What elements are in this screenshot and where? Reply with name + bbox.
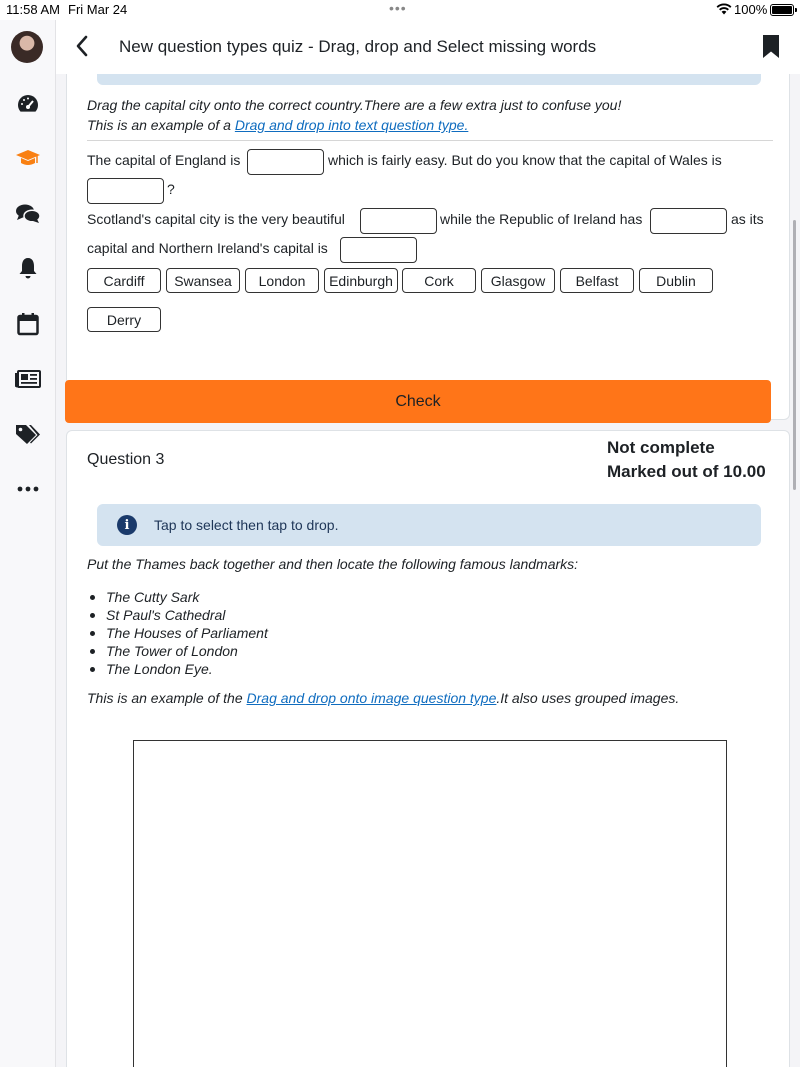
- question-text-6: as its: [731, 211, 764, 227]
- page-header: [56, 20, 800, 74]
- question-3-title: Question 3: [87, 451, 165, 468]
- example-suffix: .It also uses grouped images.: [496, 690, 680, 706]
- drag-drop-text-link[interactable]: Drag and drop into text question type.: [234, 117, 469, 133]
- drop-zone-ireland[interactable]: [650, 208, 727, 234]
- quiz-content: [56, 74, 800, 1067]
- info-box: [97, 504, 761, 546]
- drop-zone-northern-ireland[interactable]: [340, 237, 417, 263]
- bell-icon[interactable]: [14, 254, 42, 282]
- check-button[interactable]: Check: [65, 380, 771, 423]
- list-item: The Tower of London: [87, 642, 268, 660]
- drag-choice[interactable]: Dublin: [639, 268, 713, 293]
- intro-example-prefix: This is an example of a: [87, 117, 235, 133]
- scrollbar[interactable]: [793, 220, 796, 490]
- drag-choice[interactable]: Glasgow: [481, 268, 555, 293]
- tags-icon[interactable]: [14, 420, 42, 448]
- question-3-description: Put the Thames back together and then locate the following famous landmarks:: [87, 556, 579, 572]
- multitasking-dots[interactable]: •••: [389, 0, 407, 16]
- drag-choice[interactable]: Cork: [402, 268, 476, 293]
- drag-choice[interactable]: London: [245, 268, 319, 293]
- drag-choice[interactable]: Edinburgh: [324, 268, 398, 293]
- list-item: The Cutty Sark: [87, 588, 268, 606]
- question-2-intro: [87, 95, 621, 135]
- calendar-icon[interactable]: [14, 310, 42, 338]
- bookmark-icon[interactable]: [761, 34, 781, 65]
- drag-choice[interactable]: Belfast: [560, 268, 634, 293]
- battery-icon: [770, 4, 794, 16]
- example-prefix: This is an example of the: [87, 690, 247, 706]
- page-title: New question types quiz - Drag, drop and Select missing words: [119, 37, 597, 56]
- question-2-card: [66, 74, 790, 420]
- drag-choice[interactable]: Cardiff: [87, 268, 161, 293]
- drop-zone-england[interactable]: [247, 149, 324, 175]
- question-3-status: [607, 436, 766, 484]
- back-icon[interactable]: [74, 34, 94, 58]
- question-text-5: while the Republic of Ireland has: [440, 211, 643, 227]
- drag-drop-image-link[interactable]: Drag and drop onto image question type: [246, 690, 497, 706]
- question-text-2: which is fairly easy. But do you know that the capital of Wales is: [328, 152, 722, 168]
- drop-zone-scotland[interactable]: [360, 208, 437, 234]
- marks-label: Marked out of 10.00: [607, 462, 766, 481]
- drag-choice[interactable]: Derry: [87, 307, 161, 332]
- list-item: The London Eye.: [87, 660, 268, 678]
- list-item: The Houses of Parliament: [87, 624, 268, 642]
- info-text: Tap to select then tap to drop.: [154, 517, 339, 533]
- drag-choice[interactable]: Swansea: [166, 268, 240, 293]
- question-text-3: ?: [167, 181, 175, 197]
- intro-instructions: Drag the capital city onto the correct country.There are a few extra just to confuse you!: [87, 97, 622, 113]
- status-bar: [0, 0, 800, 20]
- wifi-icon: [716, 3, 732, 18]
- sidebar: [0, 20, 56, 1067]
- graduation-cap-icon[interactable]: [14, 144, 42, 172]
- battery-percent: 100%: [734, 2, 768, 17]
- avatar[interactable]: [11, 31, 43, 63]
- info-icon: i: [117, 515, 137, 535]
- completion-status: Not complete: [607, 438, 715, 457]
- divider: [87, 140, 773, 141]
- question-text-7: capital and Northern Ireland's capital is: [87, 240, 328, 256]
- info-box: [97, 74, 761, 85]
- drop-zone-wales[interactable]: [87, 178, 164, 204]
- chat-icon[interactable]: [14, 200, 42, 228]
- gauge-icon[interactable]: [14, 90, 42, 118]
- drop-image-area[interactable]: [133, 740, 727, 1067]
- landmark-list: [87, 588, 268, 678]
- question-3-card: [66, 430, 790, 1067]
- status-time: 11:58 AM: [6, 2, 60, 17]
- list-item: St Paul's Cathedral: [87, 606, 268, 624]
- question-text-1: The capital of England is: [87, 152, 241, 168]
- intro-example-line: [87, 115, 621, 135]
- more-icon[interactable]: [14, 475, 42, 503]
- question-3-example: [87, 690, 679, 706]
- newspaper-icon[interactable]: [14, 365, 42, 393]
- status-date: Fri Mar 24: [68, 2, 128, 17]
- question-text-4: Scotland's capital city is the very beautiful: [87, 211, 345, 227]
